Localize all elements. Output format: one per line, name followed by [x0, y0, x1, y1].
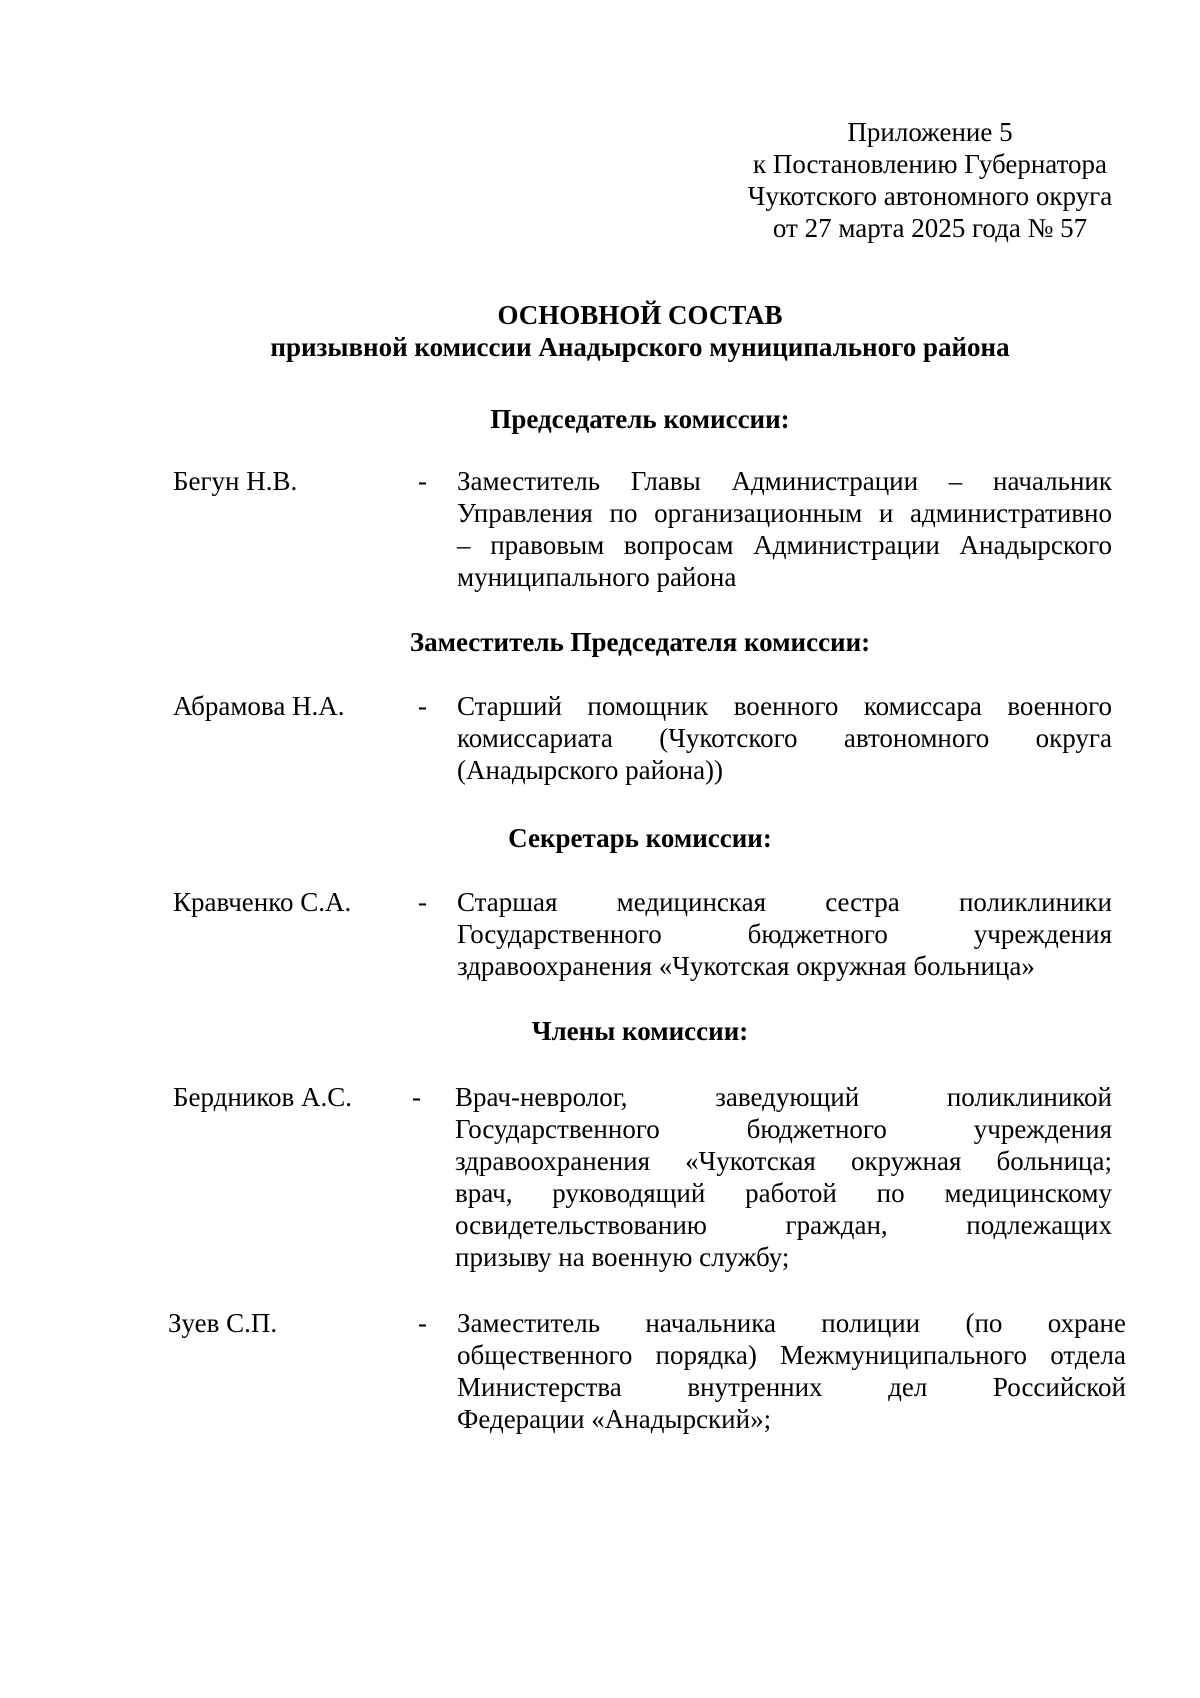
appendix-line: Чукотского автономного округа	[747, 181, 1113, 211]
position-line: Старший помощник военного комиссара военного	[457, 691, 1112, 721]
member-name: Зуев С.П.	[168, 1308, 278, 1338]
position-line: Врач-невролог, заведующий поликлиникой	[455, 1082, 1112, 1112]
member-name: Бердников А.С.	[173, 1082, 353, 1112]
member-position	[457, 886, 1112, 982]
position-line: (Анадырского района))	[457, 755, 724, 785]
member-name: Кравченко С.А.	[173, 887, 352, 917]
separator-dash: -	[418, 466, 427, 496]
members-heading: Члены комиссии:	[531, 1016, 749, 1046]
separator-dash: -	[418, 691, 427, 721]
deputy-heading: Заместитель Председателя комиссии:	[409, 627, 871, 657]
member-position	[457, 690, 1112, 786]
position-line: Федерации «Анадырский»;	[457, 1404, 772, 1434]
appendix-line: от 27 марта 2025 года № 57	[772, 213, 1088, 243]
position-line: врач, руководящий работой по медицинскому	[455, 1178, 1112, 1208]
position-line: Старшая медицинская сестра поликлиники	[457, 887, 1112, 917]
appendix-reference	[740, 116, 1120, 244]
position-line: Заместитель Главы Администрации – начальник	[457, 466, 1112, 496]
position-line: Министерства внутренних дел Российской	[457, 1372, 1126, 1402]
position-line: муниципального района	[457, 562, 737, 592]
member-position	[457, 1307, 1126, 1435]
title-main: ОСНОВНОЙ СОСТАВ	[497, 300, 783, 330]
appendix-line: к Постановлению Губернатора	[752, 149, 1107, 179]
position-line: Государственного бюджетного учреждения	[455, 1114, 1112, 1144]
position-line: комиссариата (Чукотского автономного округа	[457, 723, 1112, 753]
position-line: призыву на военную службу;	[455, 1242, 790, 1272]
position-line: – правовым вопросам Администрации Анадырского	[457, 530, 1112, 560]
separator-dash: -	[418, 1308, 427, 1338]
position-line: Государственного бюджетного учреждения	[457, 919, 1112, 949]
title-sub: призывной комиссии Анадырского муниципального района	[270, 332, 1010, 362]
position-line: общественного порядка) Межмуниципального отдела	[457, 1340, 1126, 1370]
position-line: здравоохранения «Чукотская окружная больница;	[455, 1146, 1112, 1176]
position-line: Управления по организационным и административно	[457, 498, 1112, 528]
member-name: Бегун Н.В.	[173, 466, 298, 496]
position-line: здравоохранения «Чукотская окружная больница»	[457, 951, 1035, 981]
member-position	[455, 1081, 1112, 1273]
document-title	[170, 299, 1110, 363]
member-name: Абрамова Н.А.	[173, 691, 345, 721]
chairman-heading: Председатель комиссии:	[490, 404, 790, 434]
appendix-line: Приложение 5	[847, 117, 1013, 147]
separator-dash: -	[418, 887, 427, 917]
member-position	[457, 465, 1112, 593]
separator-dash: -	[412, 1082, 421, 1112]
position-line: Заместитель начальника полиции (по охране	[457, 1308, 1126, 1338]
secretary-heading: Секретарь комиссии:	[508, 823, 772, 853]
position-line: освидетельствованию граждан, подлежащих	[455, 1210, 1112, 1240]
